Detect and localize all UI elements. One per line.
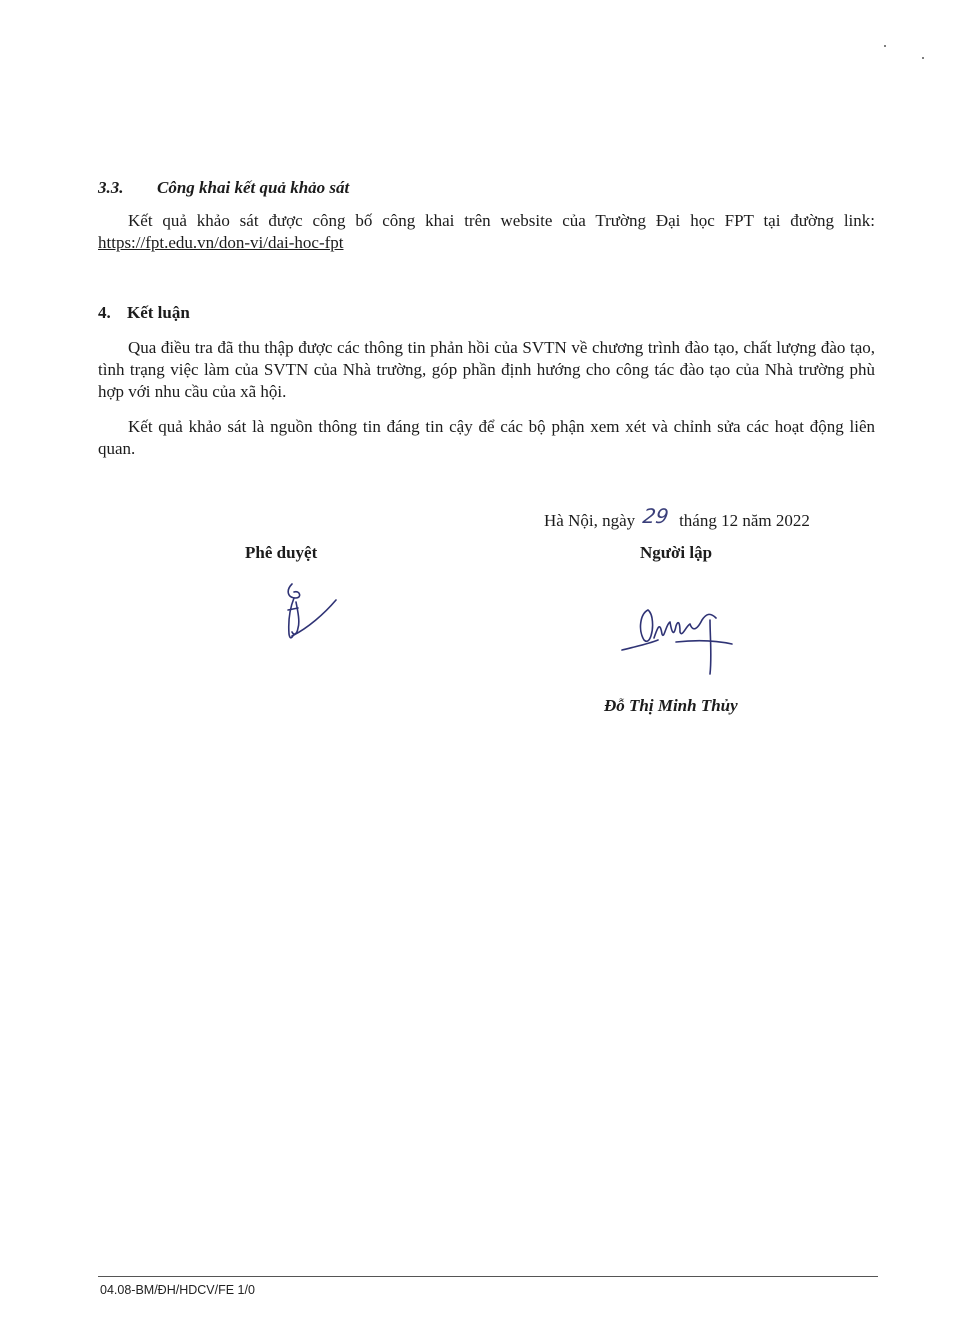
preparer-signature	[618, 600, 743, 680]
preparer-name: Đỗ Thị Minh Thủy	[604, 696, 738, 715]
form-code: 04.08-BM/ĐH/HDCV/FE 1/0	[100, 1283, 255, 1297]
conclusion-paragraph-2: Kết quả khảo sát là nguồn thông tin đáng tin cậy để các bộ phận xem xét và chỉnh sửa các hoạt động liên quan.	[98, 417, 875, 458]
approver-signature	[278, 578, 348, 648]
section-4-title: Kết luận	[127, 303, 190, 322]
conclusion-paragraph-1: Qua điều tra đã thu thập được các thông tin phản hồi của SVTN về chương trình đào tạo, chất lượng đào tạo, tình trạng việc làm của SVTN của Nhà trường, góp phần định hướng cho công tác đào tạo của Nhà trường phù hợp với nhu cầu của xã hội.	[98, 338, 875, 401]
scan-speck	[922, 57, 924, 59]
section-3-3-number: 3.3.	[98, 178, 124, 197]
date-line	[544, 504, 810, 531]
survey-results-link[interactable]: https://fpt.edu.vn/don-vi/dai-hoc-fpt	[98, 233, 344, 252]
scan-speck	[884, 45, 886, 47]
section-4-heading	[98, 303, 190, 323]
date-suffix: tháng 12 năm 2022	[679, 511, 810, 530]
section-3-3-text: Kết quả khảo sát được công bố công khai trên website của Trường Đại học FPT tại đường link:	[128, 211, 875, 230]
section-4-number: 4.	[98, 303, 111, 322]
date-prefix: Hà Nội, ngày	[544, 511, 636, 530]
footer-divider	[98, 1276, 878, 1277]
section-3-3-title: Công khai kết quả khảo sát	[157, 178, 350, 197]
preparer-label: Người lập	[640, 543, 713, 562]
date-day-handwritten: 29	[641, 504, 671, 528]
approve-label: Phê duyệt	[245, 543, 318, 562]
section-3-3-paragraph	[98, 210, 875, 254]
